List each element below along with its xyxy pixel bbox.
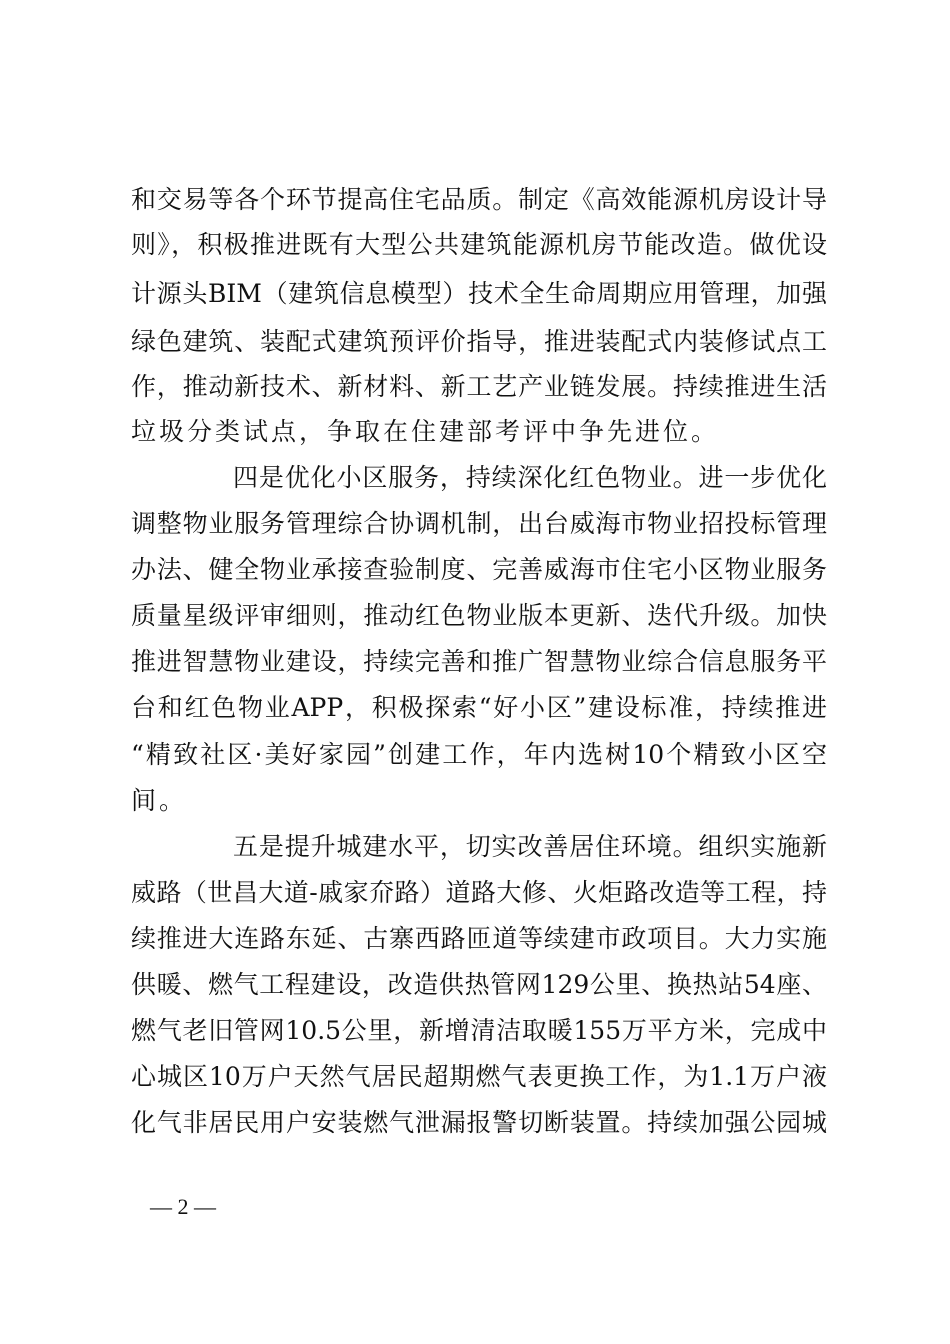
text-line: 燃气老旧管网10.5公里，新增清洁取暖155万平方米，完成中 <box>131 1016 827 1045</box>
text-line: 间。 <box>131 786 188 815</box>
paragraph-start-line: 四是优化小区服务，持续深化红色物业。进一步优化 <box>233 463 827 492</box>
text-line: 续推进大连路东延、古寨西路匝道等续建市政项目。大力实施 <box>131 924 827 953</box>
text-line: 办法、健全物业承接查验制度、完善威海市住宅小区物业服务 <box>131 555 827 584</box>
text-line: 化气非居民用户安装燃气泄漏报警切断装置。持续加强公园城 <box>131 1108 827 1137</box>
text-line: 台和红色物业APP，积极探索“好小区”建设标准，持续推进 <box>131 693 827 722</box>
paragraph-start-line: 五是提升城建水平，切实改善居住环境。组织实施新 <box>233 832 827 861</box>
text-line: 供暖、燃气工程建设，改造供热管网129公里、换热站54座、 <box>131 970 827 999</box>
text-line: 计源头BIM（建筑信息模型）技术全生命周期应用管理，加强 <box>131 279 827 308</box>
text-line: 推进智慧物业建设，持续完善和推广智慧物业综合信息服务平 <box>131 647 827 676</box>
text-line: 质量星级评审细则，推动红色物业版本更新、迭代升级。加快 <box>131 601 827 630</box>
text-line: 威路（世昌大道-戚家夼路）道路大修、火炬路改造等工程，持 <box>131 878 827 907</box>
text-line: 调整物业服务管理综合协调机制，出台威海市物业招投标管理 <box>131 509 827 538</box>
text-line: 和交易等各个环节提高住宅品质。制定《高效能源机房设计导 <box>131 185 827 214</box>
text-line: 绿色建筑、装配式建筑预评价指导，推进装配式内装修试点工 <box>131 327 827 356</box>
text-line: 心城区10万户天然气居民超期燃气表更换工作，为1.1万户液 <box>131 1062 827 1091</box>
page-number: — 2 — <box>150 1194 216 1219</box>
text-line: “精致社区·美好家园”创建工作，年内选树10个精致小区空 <box>131 740 827 769</box>
text-line: 则》，积极推进既有大型公共建筑能源机房节能改造。做优设 <box>131 230 827 259</box>
text-line: 作，推动新技术、新材料、新工艺产业链发展。持续推进生活 <box>131 372 827 401</box>
text-line: 垃圾分类试点，争取在住建部考评中争先进位。 <box>131 417 720 446</box>
